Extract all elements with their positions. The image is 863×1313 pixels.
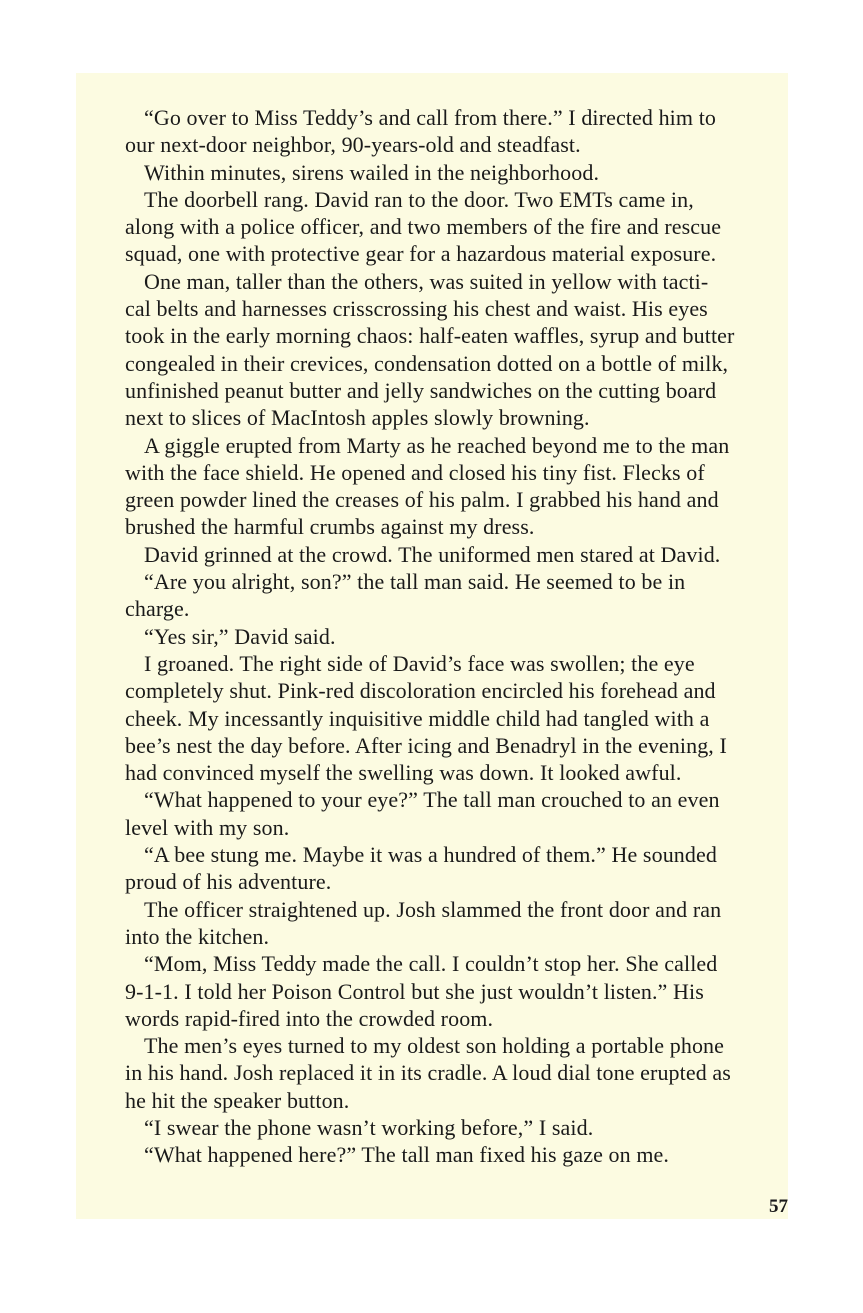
paragraph: I groaned. The right side of David’s face was swollen; the eye completely shut. Pink-red discoloration encircled his forehead and cheek. My incessantly inquisitive middle child had tangled with a bee’s nest the day before. After icing and Benadryl in the evening, I had convinced myself the swelling was down. It looked awful. bbox=[125, 650, 727, 786]
body-text bbox=[125, 104, 735, 1169]
paragraph: “Yes sir,” David said. bbox=[144, 623, 336, 649]
page-number: 57 bbox=[769, 1196, 788, 1217]
paragraph: The doorbell rang. David ran to the door. Two EMTs came in, along with a police officer, and two members of the fire and rescue squad, one with protective gear for a hazardous material exposure. bbox=[125, 186, 722, 267]
paragraph: “Are you alright, son?” the tall man said. He seemed to be in charge. bbox=[125, 569, 686, 622]
book-page bbox=[76, 73, 788, 1219]
paragraph: “What happened here?” The tall man fixed his gaze on me. bbox=[144, 1142, 670, 1168]
paragraph: “I swear the phone wasn’t working before,” I said. bbox=[144, 1114, 594, 1140]
paragraph: “A bee stung me. Maybe it was a hundred of them.” He sounded proud of his adventure. bbox=[125, 842, 717, 895]
paragraph: “Mom, Miss Teddy made the call. I couldn’t stop her. She called 9-1-1. I told her Poison Control but she just wouldn’t listen.” His words rapid-fired into the crowded room. bbox=[125, 951, 718, 1031]
paragraph: The men’s eyes turned to my oldest son holding a portable phone in his hand. Josh replaced it in its cradle. A loud dial tone erupted as he hit the speaker button. bbox=[125, 1033, 731, 1113]
paragraph: One man, taller than the others, was suited in yellow with tacti- cal belts and harnesses crisscrossing his chest and waist. His eyes took in the early morning chaos: half-eaten waffles, syrup and butter congealed in their crevices, condensation dotted on a bottle of milk, unfinished peanut butter and jelly sandwiches on the cutting board next to slices of MacIntosh apples slowly browning. bbox=[125, 268, 735, 431]
paragraph: David grinned at the crowd. The uniformed men stared at David. bbox=[144, 541, 721, 567]
paragraph: A giggle erupted from Marty as he reached beyond me to the man with the face shield. He opened and closed his tiny fist. Flecks of green powder lined the creases of his palm. I grabbed his hand and brushed the harmful crumbs against my dress. bbox=[125, 432, 730, 540]
paragraph: “Go over to Miss Teddy’s and call from there.” I directed him to our next-door neighbor, 90-years-old and steadfast. bbox=[125, 105, 717, 158]
paragraph: “What happened to your eye?” The tall man crouched to an even level with my son. bbox=[125, 787, 720, 840]
paragraph: Within minutes, sirens wailed in the neighborhood. bbox=[144, 159, 600, 185]
paragraph: The officer straightened up. Josh slammed the front door and ran into the kitchen. bbox=[125, 896, 722, 949]
